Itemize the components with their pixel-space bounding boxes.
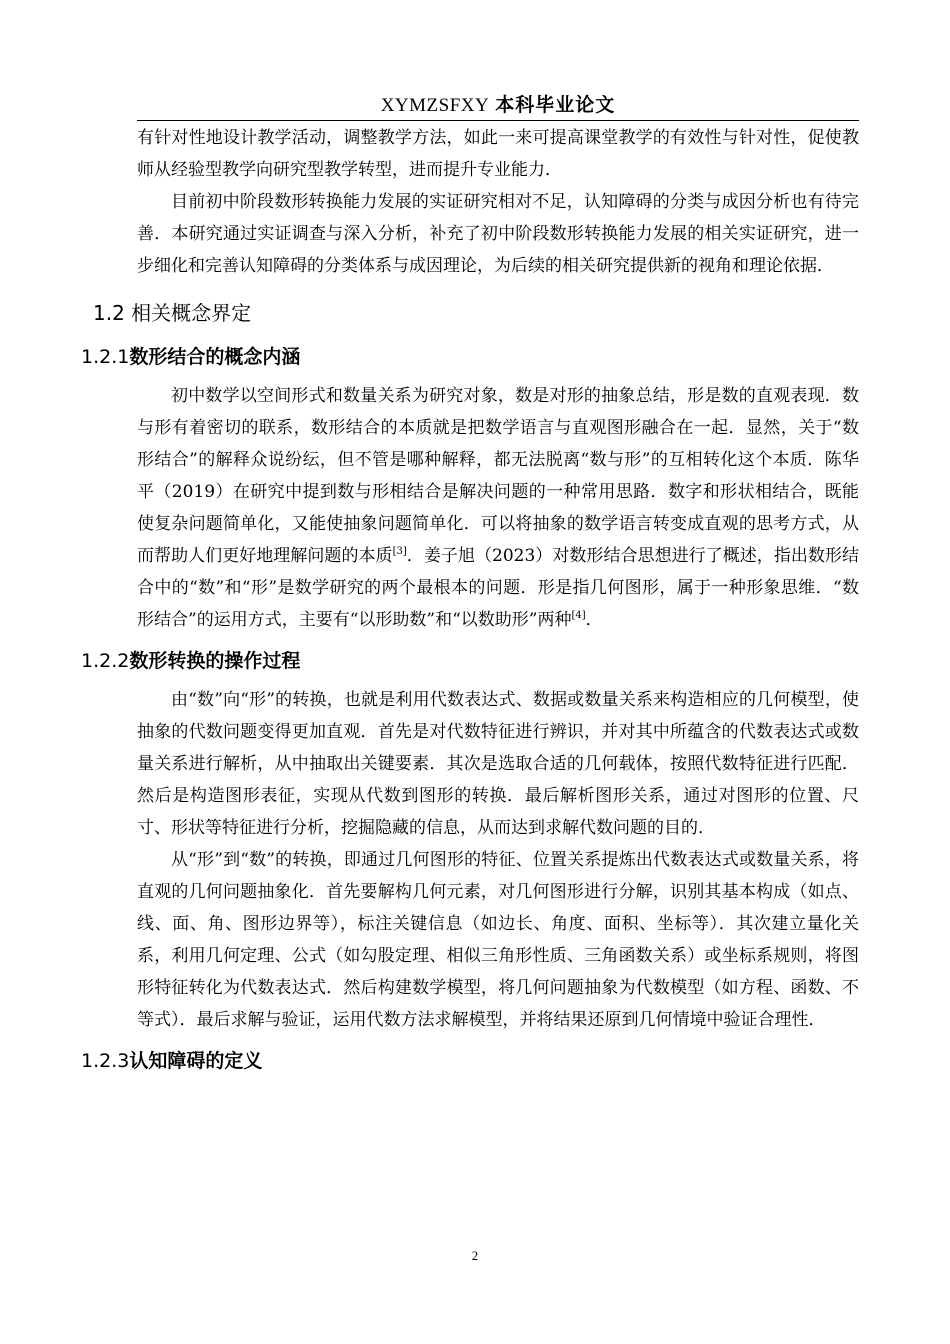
page-body [81, 122, 860, 1084]
header-title-en: XYMZSFXY [380, 95, 490, 116]
subsection-heading-1-2-1 [81, 340, 859, 374]
subsection-number: 1.2.1 [81, 346, 130, 368]
paragraph: 目前初中阶段数形转换能力发展的实证研究相对不足，认知障碍的分类与成因分析也有待完善．本研究通过实证调查与深入分析，补充了初中阶段数形转换能力发展的相关实证研究，进一步细化和完善认知障碍的分类体系与成因理论，为后续的相关研究提供新的视角和理论依据． [137, 192, 859, 276]
paragraph-text: 初中数学以空间形式和数量关系为研究对象，数是对形的抽象总结，形是数的直观表现．数与形有着密切的联系，数形结合的本质就是把数学语言与直观图形融合在一起．显然，关于“数形结合”的解释众说纷纭，但不管是哪种解释，都无法脱离“数与形”的互相转化这个本质．陈华平（2019）在研究中提到数与形相结合是解决问题的一种常用思路．数字和形状相结合，既能使复杂问题简单化，又能使抽象问题简单化．可以将抽象的数学语言转变成直观的思考方式，从而帮助人们更好地理解问题的本质 [137, 386, 859, 566]
section-number: 1.2 [93, 301, 125, 325]
header-title-cn: 本科毕业论文 [495, 94, 616, 116]
page-number: 2 [471, 1248, 479, 1263]
section-heading-1-2 [93, 296, 859, 330]
citation: [4] [571, 610, 586, 621]
subsection-number: 1.2.2 [81, 650, 130, 672]
subsection-number: 1.2.3 [81, 1050, 130, 1072]
section-title: 相关概念界定 [131, 301, 252, 325]
subsection-heading-1-2-3 [81, 1044, 859, 1078]
citation: [3] [392, 546, 407, 557]
paragraph-text: ． [585, 610, 603, 630]
paragraph [137, 380, 859, 636]
paragraph-continued: 有针对性地设计教学活动，调整教学方法，如此一来可提高课堂教学的有效性与针对性，促使教师从经验型教学向研究型教学转型，进而提升专业能力． [137, 128, 859, 180]
paragraph: 由“数”向“形”的转换，也就是利用代数表达式、数据或数量关系来构造相应的几何模型，使抽象的代数问题变得更加直观．首先是对代数特征进行辨识，并对其中所蕴含的代数表达式或数量关系进行解析，从中抽取出关键要素．其次是选取合适的几何载体，按照代数特征进行匹配．然后是构造图形表征，实现从代数到图形的转换．最后解析图形关系，通过对图形的位置、尺寸、形状等特征进行分析，挖掘隐藏的信息，从而达到求解代数问题的目的． [137, 690, 859, 838]
subsection-title: 认知障碍的定义 [129, 1050, 263, 1072]
subsection-title: 数形结合的概念内涵 [129, 346, 301, 368]
page-header [137, 92, 859, 121]
subsection-heading-1-2-2 [81, 644, 859, 678]
paragraph-text: ．姜子旭（2023）对数形结合思想进行了概述，指出数形结合中的“数”和“形”是数学研究的两个最根本的问题．形是指几何图形，属于一种形象思维．“数形结合”的运用方式，主要有“以形助数”和“以数助形”两种 [137, 546, 860, 630]
subsection-title: 数形转换的操作过程 [129, 650, 301, 672]
paragraph: 从“形”到“数”的转换，即通过几何图形的特征、位置关系提炼出代数表达式或数量关系，将直观的几何问题抽象化．首先要解构几何元素，对几何图形进行分解，识别其基本构成（如点、线、面、角、图形边界等），标注关键信息（如边长、角度、面积、坐标等）．其次建立量化关系，利用几何定理、公式（如勾股定理、相似三角形性质、三角函数关系）或坐标系规则，将图形特征转化为代数表达式．然后构建数学模型，将几何问题抽象为代数模型（如方程、函数、不等式）．最后求解与验证，运用代数方法求解模型，并将结果还原到几何情境中验证合理性． [137, 850, 859, 1030]
